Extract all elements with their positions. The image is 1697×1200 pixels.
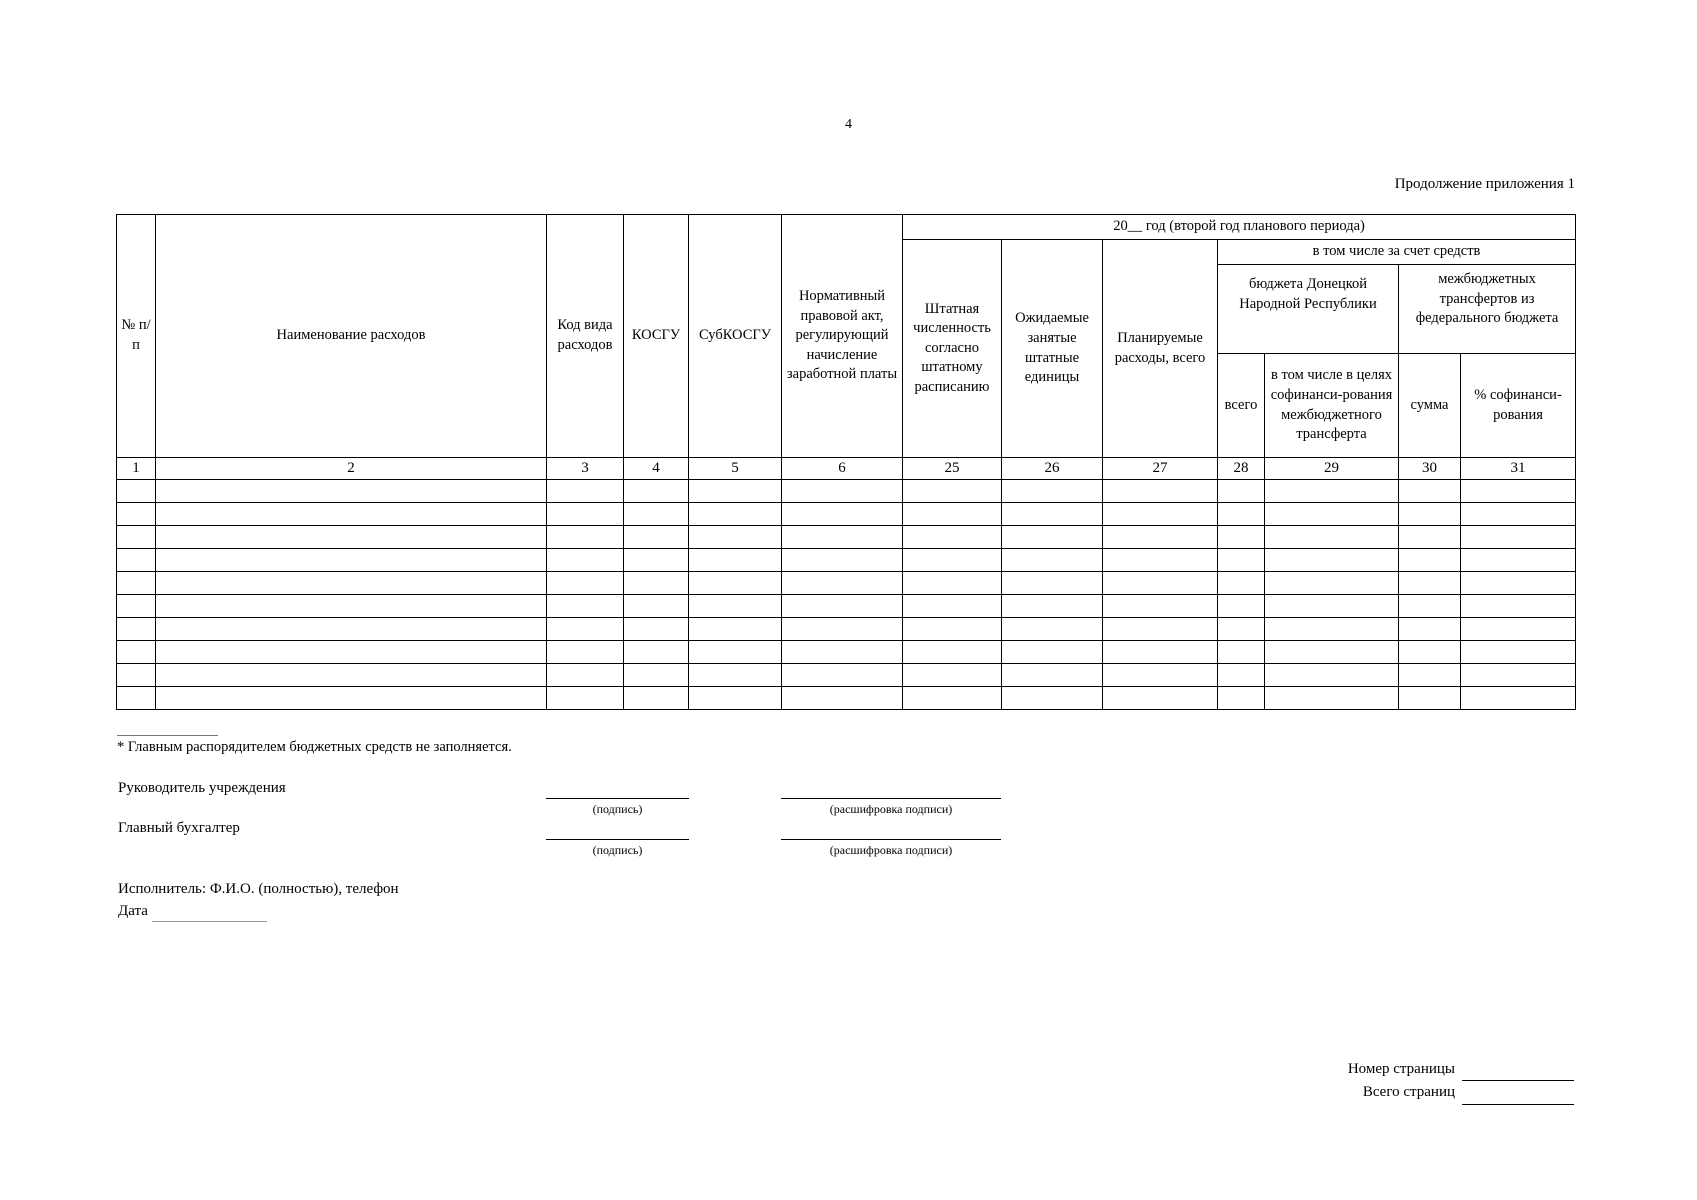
table-cell[interactable] [903,572,1002,595]
table-cell[interactable] [117,595,156,618]
table-cell[interactable] [782,526,903,549]
footnote-separator [117,735,218,736]
table-cell[interactable] [782,618,903,641]
header-kosgu: КОСГУ [624,215,689,458]
table-cell[interactable] [689,503,782,526]
table-cell[interactable] [156,480,547,503]
table-cell[interactable] [1103,480,1218,503]
table-cell[interactable] [1461,664,1576,687]
table-cell[interactable] [1103,572,1218,595]
table-cell[interactable] [903,618,1002,641]
table-cell[interactable] [1461,641,1576,664]
column-number-cell: 27 [1103,458,1218,480]
header-planned-total: Планируемые расходы, всего [1103,240,1218,458]
table-cell[interactable] [624,641,689,664]
table-cell[interactable] [156,618,547,641]
table-cell[interactable] [1103,618,1218,641]
table-cell[interactable] [1399,618,1461,641]
table-cell[interactable] [1461,572,1576,595]
chief-accountant-label: Главный бухгалтер [118,820,240,836]
header-year-group: 20__ год (второй год планового периода) [903,215,1576,240]
table-cell[interactable] [1265,618,1399,641]
table-cell[interactable] [1002,526,1103,549]
table-cell[interactable] [156,503,547,526]
table-cell[interactable] [1265,664,1399,687]
total-pages-label: Всего страниц [1362,1084,1455,1100]
table-cell[interactable] [1399,549,1461,572]
table-cell[interactable] [624,618,689,641]
table-cell[interactable] [1002,503,1103,526]
table-cell[interactable] [689,641,782,664]
table-cell[interactable] [689,687,782,710]
column-number-cell: 1 [117,458,156,480]
header-name: Наименование расходов [156,215,547,458]
column-number-cell: 5 [689,458,782,480]
table-row [117,572,1576,595]
table-cell[interactable] [903,664,1002,687]
table-cell[interactable] [156,549,547,572]
table-cell[interactable] [1002,480,1103,503]
table-cell[interactable] [689,572,782,595]
table-cell[interactable] [782,687,903,710]
table-row [117,687,1576,710]
table-cell[interactable] [689,549,782,572]
expenses-table [116,214,1576,710]
table-cell[interactable] [156,595,547,618]
header-subkosgu: СубКОСГУ [689,215,782,458]
table-cell[interactable] [1461,526,1576,549]
table-cell[interactable] [903,687,1002,710]
column-number-cell: 31 [1461,458,1576,480]
column-number-cell: 2 [156,458,547,480]
table-cell[interactable] [1399,641,1461,664]
table-cell[interactable] [1461,549,1576,572]
table-cell[interactable] [547,572,624,595]
table-cell[interactable] [1399,503,1461,526]
header-including-funds: в том числе за счет средств [1218,240,1576,265]
table-cell[interactable] [1265,687,1399,710]
table-cell[interactable] [1002,687,1103,710]
table-cell[interactable] [624,664,689,687]
table-cell[interactable] [547,480,624,503]
table-cell[interactable] [689,480,782,503]
column-number-cell: 30 [1399,458,1461,480]
table-cell[interactable] [1103,664,1218,687]
date-field-line[interactable] [152,921,267,922]
table-cell[interactable] [782,595,903,618]
table-cell[interactable] [1218,641,1265,664]
table-cell[interactable] [156,687,547,710]
table-cell[interactable] [1002,618,1103,641]
table-cell[interactable] [117,549,156,572]
table-cell[interactable] [156,572,547,595]
column-number-cell: 3 [547,458,624,480]
header-sum: сумма [1399,354,1461,458]
table-cell[interactable] [782,664,903,687]
header-legal-act: Нормативный правовой акт, регулирующий начисление заработной платы [782,215,903,458]
table-cell[interactable] [117,618,156,641]
table-cell[interactable] [547,641,624,664]
table-cell[interactable] [117,503,156,526]
column-number-cell: 29 [1265,458,1399,480]
table-row [117,503,1576,526]
table-cell[interactable] [117,664,156,687]
table-cell[interactable] [689,664,782,687]
table-cell[interactable] [547,664,624,687]
table-cell[interactable] [117,480,156,503]
table-cell[interactable] [1002,572,1103,595]
table-cell[interactable] [1399,664,1461,687]
table-row [117,664,1576,687]
head-signature-line[interactable] [546,798,689,799]
table-cell[interactable] [1218,503,1265,526]
table-row [117,641,1576,664]
header-federal-transfers: межбюджетных трансфертов из федерального бюджета [1399,265,1576,354]
header-cofinancing-percent: % софинанси-рования [1461,354,1576,458]
table-cell[interactable] [624,526,689,549]
table-cell[interactable] [903,526,1002,549]
table-cell[interactable] [1218,687,1265,710]
annex-continuation-note: Продолжение приложения 1 [1394,176,1575,192]
column-number-cell: 28 [1218,458,1265,480]
table-cell[interactable] [1461,480,1576,503]
table-cell[interactable] [1399,572,1461,595]
total-pages-field-line[interactable] [1462,1104,1574,1105]
accountant-signature-line[interactable] [546,839,689,840]
table-row [117,549,1576,572]
header-staff-count: Штатная численность согласно штатному расписанию [903,240,1002,458]
table-cell[interactable] [547,595,624,618]
table-row [117,618,1576,641]
table-cell[interactable] [689,618,782,641]
header-dnr-budget: бюджета Донецкой Народной Республики [1218,265,1399,354]
table-cell[interactable] [547,618,624,641]
table-cell[interactable] [624,687,689,710]
table-cell[interactable] [1218,572,1265,595]
table-cell[interactable] [1399,526,1461,549]
column-number-cell: 4 [624,458,689,480]
table-cell[interactable] [624,572,689,595]
table-cell[interactable] [624,503,689,526]
table-cell[interactable] [1265,503,1399,526]
table-cell[interactable] [117,641,156,664]
table-cell[interactable] [1265,641,1399,664]
table-cell[interactable] [1218,549,1265,572]
table-cell[interactable] [1265,480,1399,503]
table-cell[interactable] [1103,595,1218,618]
page-number-field-line[interactable] [1462,1080,1574,1081]
table-cell[interactable] [117,526,156,549]
table-cell[interactable] [547,687,624,710]
head-signature-caption: (подпись) [592,802,643,816]
table-cell[interactable] [1002,664,1103,687]
table-cell[interactable] [1399,687,1461,710]
table-cell[interactable] [1461,595,1576,618]
table-cell[interactable] [1002,641,1103,664]
table-cell[interactable] [1103,503,1218,526]
table-cell[interactable] [782,641,903,664]
column-number-row [117,458,1576,480]
header-total: всего [1218,354,1265,458]
column-number-cell: 26 [1002,458,1103,480]
table-cell[interactable] [1265,549,1399,572]
table-cell[interactable] [903,480,1002,503]
table-cell[interactable] [782,480,903,503]
table-cell[interactable] [1103,549,1218,572]
accountant-signature-caption: (подпись) [592,843,643,857]
head-of-institution-label: Руководитель учреждения [118,780,286,796]
table-cell[interactable] [1461,503,1576,526]
table-cell[interactable] [1103,641,1218,664]
accountant-decoding-line[interactable] [781,839,1001,840]
table-row [117,480,1576,503]
table-cell[interactable] [1002,549,1103,572]
table-cell[interactable] [1461,687,1576,710]
column-number-cell: 6 [782,458,903,480]
table-cell[interactable] [624,480,689,503]
table-cell[interactable] [689,526,782,549]
table-cell[interactable] [624,595,689,618]
table-cell[interactable] [903,595,1002,618]
executor-line: Исполнитель: Ф.И.О. (полностью), телефон [118,881,399,897]
page-number-label: Номер страницы [1347,1061,1455,1077]
table-cell[interactable] [156,664,547,687]
table-row [117,526,1576,549]
table-cell[interactable] [547,503,624,526]
table-cell[interactable] [156,526,547,549]
table-cell[interactable] [1399,595,1461,618]
table-cell[interactable] [156,641,547,664]
header-code: Код вида расходов [547,215,624,458]
table-cell[interactable] [1218,526,1265,549]
table-cell[interactable] [782,549,903,572]
table-cell[interactable] [1265,572,1399,595]
table-cell[interactable] [1218,480,1265,503]
column-number-cell: 25 [903,458,1002,480]
table-cell[interactable] [1218,595,1265,618]
footnote: * Главным распорядителем бюджетных средств не заполняется. [117,739,512,755]
table-cell[interactable] [1265,526,1399,549]
table-cell[interactable] [1399,480,1461,503]
table-cell[interactable] [903,503,1002,526]
table-cell[interactable] [624,549,689,572]
table-cell[interactable] [689,595,782,618]
header-num: № п/п [117,215,156,458]
table-cell[interactable] [1461,618,1576,641]
table-cell[interactable] [117,687,156,710]
header-including-cofinancing: в том числе в целях софинанси-рования межбюджетного трансферта [1265,354,1399,458]
table-cell[interactable] [782,503,903,526]
table-cell[interactable] [903,549,1002,572]
table-cell[interactable] [547,526,624,549]
table-cell[interactable] [547,549,624,572]
table-cell[interactable] [117,572,156,595]
page-number: 4 [845,117,852,132]
head-decoding-line[interactable] [781,798,1001,799]
date-label: Дата [118,903,148,919]
table-row [117,595,1576,618]
accountant-decoding-caption: (расшифровка подписи) [829,843,953,857]
table-cell[interactable] [1218,618,1265,641]
table-cell[interactable] [1218,664,1265,687]
table-cell[interactable] [1002,595,1103,618]
header-expected-units: Ожидаемые занятые штатные единицы [1002,240,1103,458]
table-cell[interactable] [782,572,903,595]
table-cell[interactable] [1265,595,1399,618]
table-cell[interactable] [903,641,1002,664]
table-cell[interactable] [1103,526,1218,549]
head-decoding-caption: (расшифровка подписи) [829,802,953,816]
table-cell[interactable] [1103,687,1218,710]
